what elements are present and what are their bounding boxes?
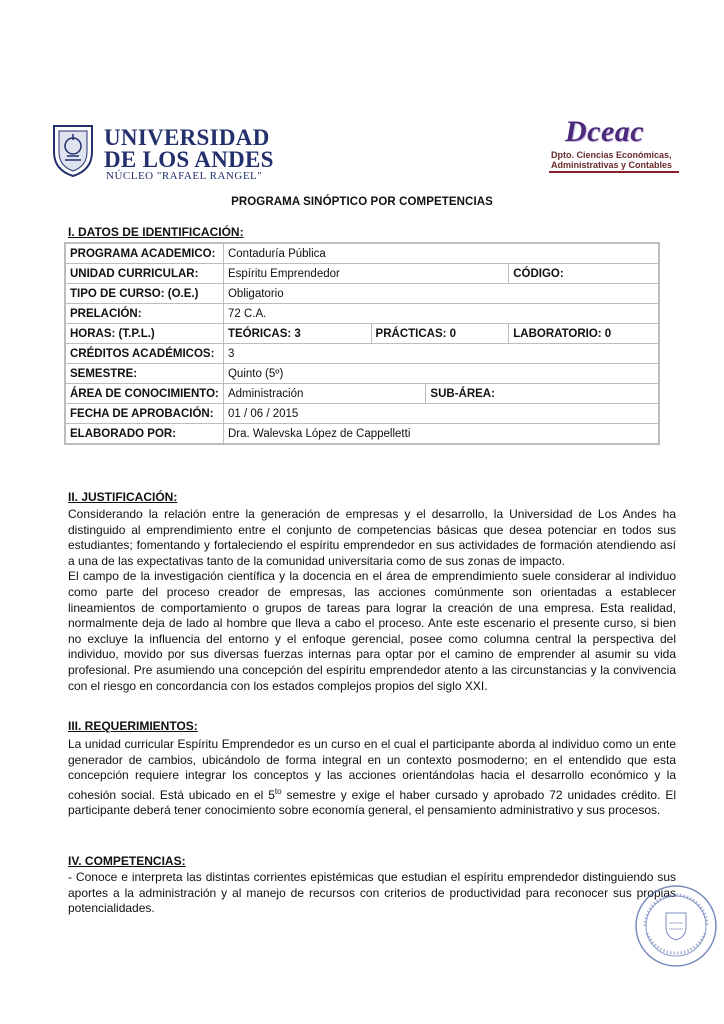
fecha-label: FECHA DE APROBACIÓN:	[66, 404, 224, 424]
university-name-line2: DE LOS ANDES	[104, 147, 274, 172]
department-logo-underline	[549, 171, 679, 173]
subarea-label: SUB-ÁREA:	[426, 384, 659, 404]
university-campus: NÚCLEO "RAFAEL RANGEL"	[106, 170, 263, 182]
justification-text	[68, 507, 676, 694]
section-competencies-heading: IV. COMPETENCIAS:	[68, 854, 186, 868]
codigo-label: CÓDIGO:	[509, 264, 659, 284]
table-row	[66, 404, 659, 424]
ordinal-superscript: to	[274, 786, 282, 796]
tipo-value: Obligatorio	[223, 284, 658, 304]
tipo-label: TIPO DE CURSO: (O.E.)	[66, 284, 224, 304]
department-logo-word: Dceac	[565, 115, 645, 148]
creditos-label: CRÉDITOS ACADÉMICOS:	[66, 344, 224, 364]
elaborado-label: ELABORADO POR:	[66, 424, 224, 444]
department-name-line1: Dpto. Ciencias Económicas,	[551, 150, 672, 160]
requirements-text-start: La unidad curricular Espíritu Emprendedor es un curso en el cual el participante aborda al individuo como un ente generador de cambios, ubicándolo de forma integral en un contexto posmoderno; en el entendido que esta concepción requiere integrar los conceptos y las acciones orientándolas hacia el desarrollo económico y la cohesión social. Está ubicado en el 5	[68, 737, 676, 802]
table-row	[66, 384, 659, 404]
horas-label: HORAS: (T.P.L.)	[66, 324, 224, 344]
elaborado-value: Dra. Walevska López de Cappelletti	[223, 424, 658, 444]
section-justification-heading: II. JUSTIFICACIÓN:	[68, 490, 178, 504]
section-requirements-heading: III. REQUERIMIENTOS:	[68, 719, 198, 733]
competency-item: - Conoce e interpreta las distintas corrientes epistémicas que estudian el espíritu emprendedor distinguiendo sus aportes a la administración y al manejo de recursos con criterios de productividad para reconocer sus propias potencialidades.	[68, 870, 676, 916]
official-stamp-icon	[633, 883, 719, 969]
semestre-value: Quinto (5º)	[223, 364, 658, 384]
unidad-value: Espíritu Emprendedor	[223, 264, 508, 284]
university-name-line1: UNIVERSIDAD	[104, 125, 270, 150]
prelacion-value: 72 C.A.	[223, 304, 658, 324]
requirements-paragraph	[68, 737, 676, 819]
programa-label: PROGRAMA ACADEMICO:	[66, 244, 224, 264]
creditos-value: 3	[223, 344, 658, 364]
university-seal-icon	[50, 122, 96, 178]
table-row	[66, 344, 659, 364]
department-name-line2: Administrativas y Contables	[551, 160, 673, 170]
requirements-text	[68, 737, 676, 819]
teoricas-value: TEÓRICAS: 3	[223, 324, 371, 344]
table-row	[66, 364, 659, 384]
table-row	[66, 304, 659, 324]
section-identification-heading: I. DATOS DE IDENTIFICACIÓN:	[68, 225, 244, 239]
prelacion-label: PRELACIÓN:	[66, 304, 224, 324]
unidad-label: UNIDAD CURRICULAR:	[66, 264, 224, 284]
programa-value: Contaduría Pública	[223, 244, 658, 264]
table-row	[66, 324, 659, 344]
semestre-label: SEMESTRE:	[66, 364, 224, 384]
competencies-text	[68, 870, 676, 917]
table-row	[66, 424, 659, 444]
justification-paragraph-2: El campo de la investigación científica y la docencia en el área de emprendimiento suele considerar al individuo como parte del proceso creador de empresas, las acciones comúnmente son orientadas a establecer lineamientos de comportamiento o grupos de tareas para lograr la creación de una empresa. Esta realidad, normalmente deja de lado al hombre que lleva a cabo el proceso. Ante este escenario el presente curso, si bien no excluye la influencia del entorno y el enfoque gerencial, posee como columna central la perspectiva del individuo, movido por sus diversas fuerzas internas para optar por el camino de emprender al asumir su vida profesional. Pre asumiendo una concepción del espíritu emprendedor atento a las circunstancias y la convivencia con el riesgo en concordancia con los estados complejos propios del siglo XXI.	[68, 569, 676, 693]
table-row	[66, 284, 659, 304]
laboratorio-value: LABORATORIO: 0	[509, 324, 659, 344]
identification-table	[65, 243, 659, 444]
document-title: PROGRAMA SINÓPTICO POR COMPETENCIAS	[231, 196, 493, 208]
requirements-text-end: semestre y exige el haber cursado y aprobado 72 unidades crédito. El participante deberá tener conocimiento sobre economía general, el pensamiento administrativo y sus procesos.	[68, 787, 676, 818]
justification-paragraph-1: Considerando la relación entre la generación de empresas y el desarrollo, la Universidad de Los Andes ha distinguido al emprendimiento entre el conjunto de competencias básicas que desea potenciar en todos sus estudiantes; fomentando y fortaleciendo el espíritu emprendedor en sus actividades de formación atendiendo así a una de las expectativas tanto de la comunidad universitaria como de sus zonas de impacto.	[68, 507, 676, 568]
table-row	[66, 244, 659, 264]
practicas-value: PRÁCTICAS: 0	[371, 324, 509, 344]
university-logo	[50, 122, 274, 184]
area-value: Administración	[223, 384, 425, 404]
department-logo	[545, 115, 685, 177]
area-label: ÁREA DE CONOCIMIENTO:	[66, 384, 224, 404]
table-row	[66, 264, 659, 284]
fecha-value: 01 / 06 / 2015	[223, 404, 658, 424]
